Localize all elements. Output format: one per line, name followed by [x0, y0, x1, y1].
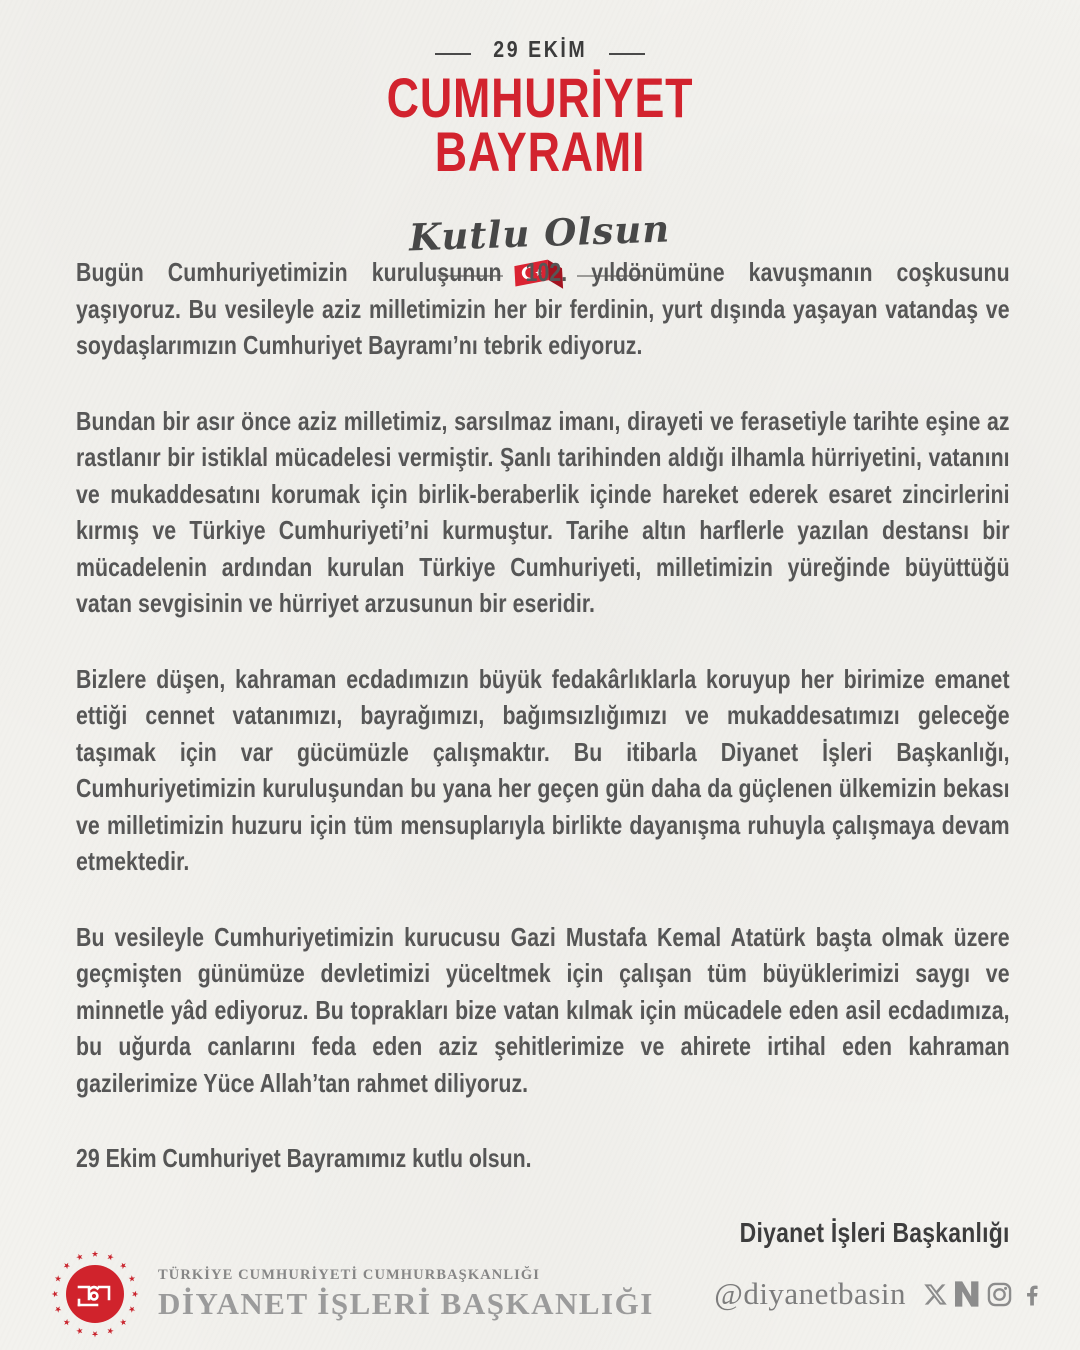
- org-parent-name: TÜRKİYE CUMHURİYETİ CUMHURBAŞKANLIĞI: [158, 1266, 540, 1283]
- paragraph-3: Bizlere düşen, kahraman ecdadımızın büyük fedakârlıklarla koruyup her birimize emanet ettiği cennet vatanımızı, bayrağımızı, bağımsızlığımızı ve mukaddesatımızı geleceğe taşımak için var gücümüzle çalışmaktır. Bu itibarla Diyanet İşleri Başkanlığı, Cumhuriyetimizin kuruluşundan bu yana her geçen gün daha da güçlenen ülkemizin bekası ve milletimizin huzuru için tüm mensuplarıyla birlikte dayanışma ruhuyla çalışmaya devam etmektedir.: [76, 663, 1010, 876]
- org-text-block: [158, 1267, 654, 1322]
- social-handle: @diyanetbasin: [714, 1276, 906, 1311]
- header-date: 29 EKİM: [493, 36, 587, 62]
- date-dash-left: [435, 53, 471, 55]
- social-block: [714, 1276, 1044, 1312]
- paragraph-4: Bu vesileyle Cumhuriyetimizin kurucusu Gazi Mustafa Kemal Atatürk başta olmak üzere geçmişten günümüze devletimizi yüceltmek için çalışan tüm büyüklerimizi saygı ve minnetle yâd ediyoruz. Bu toprakları bize vatan kılmak için mücadele eden asil ecdadımıza, bu uğurda canlarını feda eden aziz şehitlerimize ve ahirete irtihal eden kahraman gazilerimize Yüce Allah’tan rahmet diliyoruz.: [76, 921, 1010, 1098]
- script-subtitle: Kutlu Olsun: [408, 205, 672, 260]
- paragraph-2: Bundan bir asır önce aziz milletimiz, sarsılmaz imanı, dirayeti ve ferasetiyle tarihte eşine az rastlanır bir istiklal mücadelesi vermiştir. Şanlı tarihinden aldığı ilhamla hürriyetini, vatanını ve mukaddesatını korumak için birlik-beraberlik içinde hareket ederek esaret zincirlerini kırmış ve Türkiye Cumhuriyeti’ni kurmuştur. Tarihe altın harflerle yazılan destansı bir mücadelenin ardından kurulan Türkiye Cumhuriyeti, milletimizin yüreğinde büyüttüğü vatan sevgisinin ve hürriyet arzusunun bir eseridir.: [76, 405, 1010, 618]
- signature: Diyanet İşleri Başkanlığı: [739, 1216, 1010, 1248]
- nsosyal-icon: [955, 1281, 979, 1307]
- footer: [48, 1244, 1044, 1344]
- x-icon: [923, 1282, 948, 1307]
- facebook-icon: [1020, 1281, 1044, 1307]
- instagram-icon: [986, 1281, 1013, 1308]
- brand-block: [48, 1247, 654, 1341]
- org-name: DİYANET İŞLERİ BAŞKANLIĞI: [158, 1285, 654, 1321]
- paragraph-1: Bugün Cumhuriyetimizin kuruluşunun 102. yıldönümüne kavuşmanın coşkusunu yaşıyoruz. Bu vesileyle aziz milletimizin her bir ferdinin, yurt dışında yaşayan vatandaş ve soydaşlarımızın Cumhuriyet Bayramı’nı tebrik ediyoruz.: [76, 257, 1010, 360]
- letter-body: [76, 254, 1010, 1249]
- date-dash-right: [609, 53, 645, 55]
- closing-line: 29 Ekim Cumhuriyet Bayramımız kutlu olsun.: [76, 1143, 532, 1173]
- title-line-2: BAYRAMI: [434, 119, 646, 183]
- title-line-1: CUMHURİYET: [386, 66, 694, 129]
- date-row: [0, 36, 1080, 63]
- diyanet-emblem-logo: [48, 1247, 142, 1341]
